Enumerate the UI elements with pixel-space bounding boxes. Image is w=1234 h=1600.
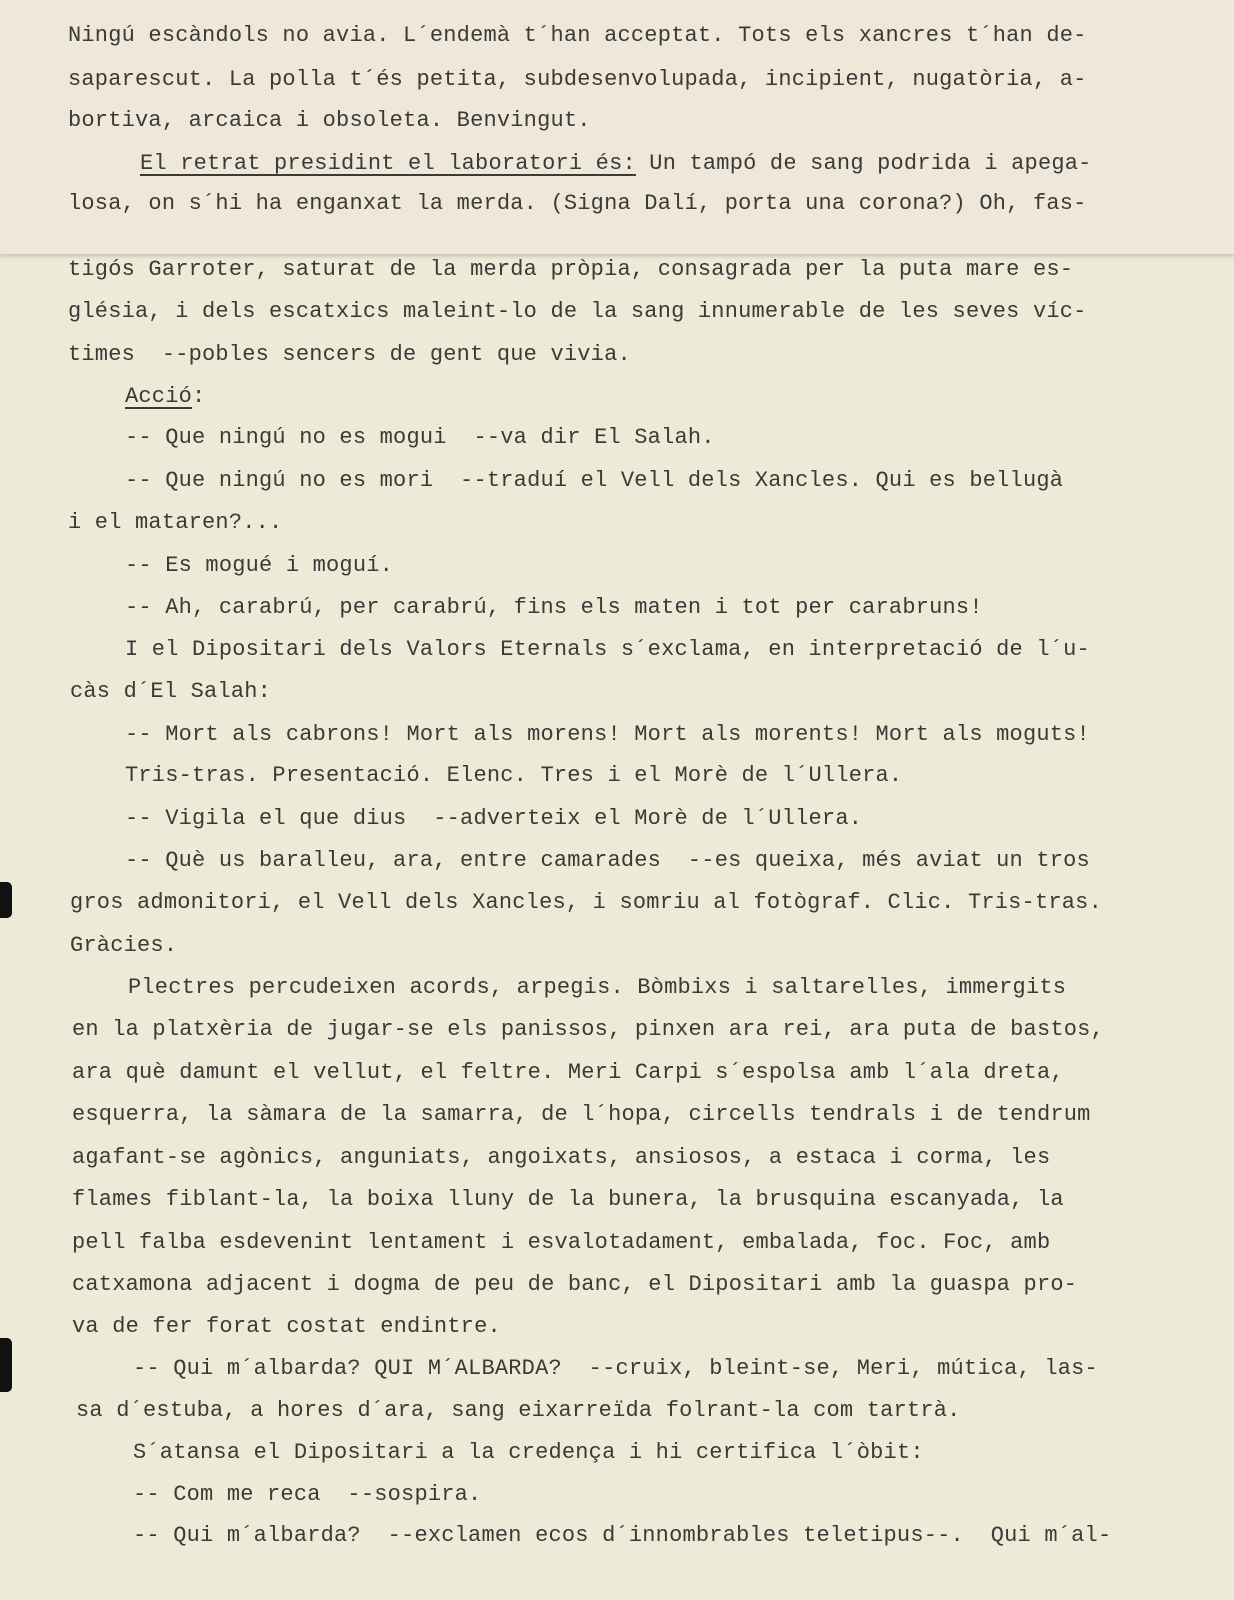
text-line: Gràcies. (70, 933, 178, 958)
section-heading: Acció: (125, 384, 206, 409)
text-line: -- Qui m´albarda? QUI M´ALBARDA? --cruix, bleint-se, Meri, mútica, las- (133, 1356, 1098, 1381)
text-line: -- Que ningú no es mogui --va dir El Salah. (125, 425, 715, 450)
text-line: -- Es mogué i moguí. (125, 553, 394, 578)
text-line: S´atansa el Dipositari a la credença i hi certifica l´òbit: (133, 1440, 924, 1465)
text-line: en la platxèria de jugar-se els panissos, pinxen ara rei, ara puta de bastos, (72, 1017, 1104, 1042)
text-line: -- Que ningú no es mori --traduí el Vell dels Xancles. Qui es bellugà (125, 468, 1064, 493)
text-line: glésia, i dels escatxics maleint-lo de la sang innumerable de les seves víc- (68, 299, 1087, 324)
text-line: càs d´El Salah: (70, 679, 272, 704)
text-line: pell falba esdevenint lentament i esvalotadament, embalada, foc. Foc, amb (72, 1230, 1051, 1255)
text-line: -- Mort als cabrons! Mort als morens! Mort als morents! Mort als moguts! (125, 722, 1090, 747)
text-line: Ningú escàndols no avia. L´endemà t´han acceptat. Tots els xancres t´han de- (68, 23, 1087, 48)
text-line: agafant-se agònics, anguniats, angoixats, ansiosos, a estaca i corma, les (72, 1145, 1051, 1170)
text-line: -- Vigila el que dius --adverteix el Morè de l´Ullera. (125, 806, 863, 831)
text-line: I el Dipositari dels Valors Eternals s´exclama, en interpretació de l´u- (125, 637, 1090, 662)
text-line: gros admonitori, el Vell dels Xancles, i somriu al fotògraf. Clic. Tris-tras. (70, 890, 1102, 915)
text-line: bortiva, arcaica i obsoleta. Benvingut. (68, 108, 591, 133)
text-line: Plectres percudeixen acords, arpegis. Bòmbixs i saltarelles, immergits (128, 975, 1067, 1000)
text-line: -- Ah, carabrú, per carabrú, fins els maten i tot per carabruns! (125, 595, 983, 620)
text-line: esquerra, la sàmara de la samarra, de l´hopa, circells tendrals i de tendrum (72, 1102, 1091, 1127)
text-line: i el mataren?... (68, 510, 283, 535)
text-line: El retrat presidint el laboratori és: Un tampó de sang podrida i apega- (140, 151, 1092, 176)
text-line: va de fer forat costat endintre. (72, 1314, 501, 1339)
text-line: flames fiblant-la, la boixa lluny de la bunera, la brusquina escanyada, la (72, 1187, 1064, 1212)
text-line: losa, on s´hi ha enganxat la merda. (Signa Dalí, porta una corona?) Oh, fas- (68, 191, 1087, 216)
text-line: -- Com me reca --sospira. (133, 1482, 482, 1507)
text-line: ara què damunt el vellut, el feltre. Meri Carpi s´espolsa amb l´ala dreta, (72, 1060, 1064, 1085)
text-line: -- Qui m´albarda? --exclamen ecos d´innombrables teletipus--. Qui m´al- (133, 1523, 1112, 1548)
text-line: catxamona adjacent i dogma de peu de banc, el Dipositari amb la guaspa pro- (72, 1272, 1078, 1297)
text-line: times --pobles sencers de gent que vivia. (68, 342, 631, 367)
text-line: Tris-tras. Presentació. Elenc. Tres i el Morè de l´Ullera. (125, 763, 903, 788)
text-line: -- Què us baralleu, ara, entre camarades --es queixa, més aviat un tros (125, 848, 1090, 873)
underlined-phrase: El retrat presidint el laboratori és: (140, 151, 636, 176)
text-line: sa d´estuba, a hores d´ara, sang eixarreïda folrant-la com tartrà. (76, 1398, 961, 1423)
text-line: tigós Garroter, saturat de la merda pròpia, consagrada per la puta mare es- (68, 257, 1074, 282)
text-line: saparescut. La polla t´és petita, subdesenvolupada, incipient, nugatòria, a- (68, 67, 1087, 92)
